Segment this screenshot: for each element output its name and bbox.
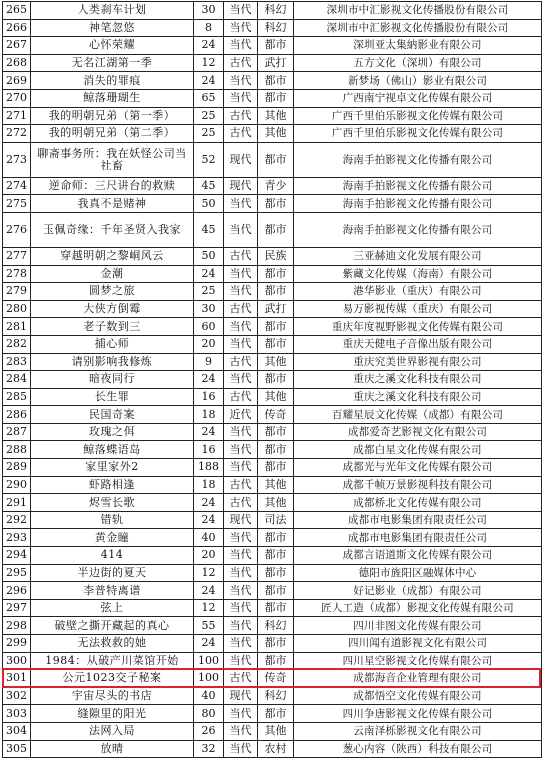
drama-title: 圆梦之旅 xyxy=(31,283,194,301)
era-cell: 当代 xyxy=(224,423,258,441)
genre-cell: 其他 xyxy=(258,353,294,371)
genre-cell: 都市 xyxy=(258,371,294,389)
row-number: 285 xyxy=(3,388,31,406)
drama-title: 鲸落珊瑚生 xyxy=(31,89,194,107)
episode-count: 24 xyxy=(194,582,224,600)
drama-title: 玫瑰之佴 xyxy=(31,423,194,441)
drama-title: 捕心师 xyxy=(31,335,194,353)
table-row xyxy=(3,423,542,441)
table-row xyxy=(3,353,542,371)
table-row xyxy=(3,371,542,389)
era-cell: 当代 xyxy=(224,212,258,247)
row-number: 277 xyxy=(3,247,31,265)
row-number: 276 xyxy=(3,212,31,247)
drama-registry-table xyxy=(2,1,542,758)
drama-title: 暗夜同行 xyxy=(31,371,194,389)
episode-count: 20 xyxy=(194,335,224,353)
episode-count: 65 xyxy=(194,89,224,107)
genre-cell: 都市 xyxy=(258,195,294,213)
genre-cell: 其他 xyxy=(258,125,294,143)
genre-cell: 都市 xyxy=(258,635,294,653)
drama-title: 玉佩奇缘：千年圣贤入我家 xyxy=(31,212,194,247)
drama-title: 神笔忽悠 xyxy=(31,19,194,37)
era-cell: 古代 xyxy=(224,494,258,512)
episode-count: 24 xyxy=(194,37,224,55)
row-number: 266 xyxy=(3,19,31,37)
era-cell: 古代 xyxy=(224,107,258,125)
drama-title: 无法救救的她 xyxy=(31,635,194,653)
drama-title: 我的明朝兄弟（第二季） xyxy=(31,125,194,143)
drama-title: 公元1023交子秘案 xyxy=(31,670,194,688)
table-row xyxy=(3,670,542,688)
drama-title: 虾路相逢 xyxy=(31,476,194,494)
drama-title: 人类刹车计划 xyxy=(31,2,194,20)
table-row xyxy=(3,107,542,125)
drama-title: 1984：从破产川菜馆开始 xyxy=(31,652,194,670)
era-cell: 当代 xyxy=(224,19,258,37)
era-cell: 古代 xyxy=(224,54,258,72)
era-cell: 近代 xyxy=(224,406,258,424)
row-number: 289 xyxy=(3,459,31,477)
drama-title: 错轨 xyxy=(31,511,194,529)
episode-count: 12 xyxy=(194,599,224,617)
era-cell: 当代 xyxy=(224,2,258,20)
drama-title: 我真不是赌神 xyxy=(31,195,194,213)
era-cell: 当代 xyxy=(224,441,258,459)
episode-count: 20 xyxy=(194,547,224,565)
drama-title: 鲸落蝶语岛 xyxy=(31,441,194,459)
drama-title: 家里家外2 xyxy=(31,459,194,477)
drama-title: 放晴 xyxy=(31,740,194,758)
era-cell: 古代 xyxy=(224,670,258,688)
episode-count: 40 xyxy=(194,529,224,547)
company-name: 成都桥北文化传媒有限公司 xyxy=(294,494,542,512)
era-cell: 古代 xyxy=(224,388,258,406)
era-cell: 当代 xyxy=(224,37,258,55)
table-row xyxy=(3,72,542,90)
episode-count: 24 xyxy=(194,72,224,90)
company-name: 四川星空影视文化传媒有限公司 xyxy=(294,652,542,670)
company-name: 成都光与光年文化传媒有限公司 xyxy=(294,459,542,477)
drama-title: 穿越明朝之黎峒风云 xyxy=(31,247,194,265)
company-name: 云南泽栎影视文化有限公司 xyxy=(294,722,542,740)
episode-count: 25 xyxy=(194,125,224,143)
row-number: 297 xyxy=(3,599,31,617)
company-name: 成都爱奇艺影视文化有限公司 xyxy=(294,423,542,441)
table-row xyxy=(3,125,542,143)
row-number: 300 xyxy=(3,652,31,670)
episode-count: 100 xyxy=(194,670,224,688)
drama-title: 民国奇案 xyxy=(31,406,194,424)
row-number: 290 xyxy=(3,476,31,494)
company-name: 广西千里伯乐影视文化传媒有限公司 xyxy=(294,107,542,125)
genre-cell: 都市 xyxy=(258,37,294,55)
table-row xyxy=(3,599,542,617)
row-number: 284 xyxy=(3,371,31,389)
genre-cell: 其他 xyxy=(258,494,294,512)
genre-cell: 都市 xyxy=(258,142,294,177)
company-name: 海南手拍影视文化传播有限公司 xyxy=(294,195,542,213)
table-row xyxy=(3,582,542,600)
table-row xyxy=(3,441,542,459)
company-name: 紫藏文化传媒（海南）有限公司 xyxy=(294,265,542,283)
genre-cell: 其他 xyxy=(258,107,294,125)
episode-count: 52 xyxy=(194,142,224,177)
table-row xyxy=(3,142,542,177)
genre-cell: 都市 xyxy=(258,582,294,600)
era-cell: 当代 xyxy=(224,582,258,600)
genre-cell: 都市 xyxy=(258,72,294,90)
episode-count: 18 xyxy=(194,406,224,424)
episode-count: 16 xyxy=(194,441,224,459)
table-row xyxy=(3,635,542,653)
drama-title: 宇宙尽头的书店 xyxy=(31,687,194,705)
episode-count: 50 xyxy=(194,247,224,265)
era-cell: 当代 xyxy=(224,265,258,283)
episode-count: 30 xyxy=(194,300,224,318)
drama-title: 414 xyxy=(31,547,194,565)
table-row xyxy=(3,494,542,512)
company-name: 易万影视传媒（重庆）有限公司 xyxy=(294,300,542,318)
company-name: 葱心内容（陕西）科技有限公司 xyxy=(294,740,542,758)
genre-cell: 司法 xyxy=(258,511,294,529)
genre-cell: 科幻 xyxy=(258,2,294,20)
episode-count: 24 xyxy=(194,635,224,653)
drama-title: 我的明朝兄弟（第一季） xyxy=(31,107,194,125)
company-name: 百耀星辰文化传媒（成都）有限公司 xyxy=(294,406,542,424)
genre-cell: 武打 xyxy=(258,300,294,318)
era-cell: 现代 xyxy=(224,511,258,529)
genre-cell: 都市 xyxy=(258,423,294,441)
episode-count: 18 xyxy=(194,476,224,494)
row-number: 271 xyxy=(3,107,31,125)
row-number: 295 xyxy=(3,564,31,582)
genre-cell: 传奇 xyxy=(258,670,294,688)
episode-count: 45 xyxy=(194,212,224,247)
genre-cell: 传奇 xyxy=(258,406,294,424)
episode-count: 188 xyxy=(194,459,224,477)
table-row xyxy=(3,335,542,353)
era-cell: 当代 xyxy=(224,564,258,582)
company-name: 广西南宁视卓文化传媒有限公司 xyxy=(294,89,542,107)
table-row xyxy=(3,89,542,107)
era-cell: 当代 xyxy=(224,740,258,758)
table-row xyxy=(3,547,542,565)
era-cell: 古代 xyxy=(224,353,258,371)
genre-cell: 都市 xyxy=(258,547,294,565)
company-name: 重庆之溪文化科技有限公司 xyxy=(294,371,542,389)
genre-cell: 都市 xyxy=(258,265,294,283)
table-row xyxy=(3,195,542,213)
drama-title: 黄金瞳 xyxy=(31,529,194,547)
drama-title: 缝隙里的阳光 xyxy=(31,705,194,723)
genre-cell: 农村 xyxy=(258,740,294,758)
episode-count: 100 xyxy=(194,652,224,670)
company-name: 港华影业（重庆）有限公司 xyxy=(294,283,542,301)
row-number: 268 xyxy=(3,54,31,72)
table-row xyxy=(3,19,542,37)
episode-count: 24 xyxy=(194,494,224,512)
genre-cell: 都市 xyxy=(258,441,294,459)
drama-title: 请别影响我修炼 xyxy=(31,353,194,371)
genre-cell: 武打 xyxy=(258,54,294,72)
company-name: 成都千帧万景影视科技有限公司 xyxy=(294,476,542,494)
table-row xyxy=(3,265,542,283)
episode-count: 9 xyxy=(194,353,224,371)
row-number: 270 xyxy=(3,89,31,107)
episode-count: 8 xyxy=(194,19,224,37)
company-name: 三亚赫迪文化发展有限公司 xyxy=(294,247,542,265)
drama-title: 半边街的夏天 xyxy=(31,564,194,582)
era-cell: 现代 xyxy=(224,142,258,177)
company-name: 成都悟空文化传媒有限公司 xyxy=(294,687,542,705)
genre-cell: 都市 xyxy=(258,318,294,336)
company-name: 深圳市中汇影视文化传播股份有限公司 xyxy=(294,2,542,20)
genre-cell: 科幻 xyxy=(258,19,294,37)
company-name: 重庆究美世界影视有限公司 xyxy=(294,353,542,371)
genre-cell: 都市 xyxy=(258,529,294,547)
drama-title: 逆命师：三尺讲台的救赎 xyxy=(31,177,194,195)
episode-count: 12 xyxy=(194,54,224,72)
company-name: 新梦场（佛山）影业有限公司 xyxy=(294,72,542,90)
company-name: 成都海音企业管理有限公司 xyxy=(294,670,542,688)
row-number: 269 xyxy=(3,72,31,90)
drama-title: 弦上 xyxy=(31,599,194,617)
era-cell: 当代 xyxy=(224,195,258,213)
row-number: 280 xyxy=(3,300,31,318)
table-row xyxy=(3,705,542,723)
episode-count: 80 xyxy=(194,705,224,723)
table-row xyxy=(3,687,542,705)
episode-count: 12 xyxy=(194,564,224,582)
table-body xyxy=(3,2,542,758)
row-number: 288 xyxy=(3,441,31,459)
row-number: 292 xyxy=(3,511,31,529)
era-cell: 古代 xyxy=(224,300,258,318)
row-number: 304 xyxy=(3,722,31,740)
genre-cell: 都市 xyxy=(258,652,294,670)
table-row xyxy=(3,722,542,740)
episode-count: 16 xyxy=(194,388,224,406)
row-number: 298 xyxy=(3,617,31,635)
table-row xyxy=(3,54,542,72)
era-cell: 当代 xyxy=(224,89,258,107)
company-name: 成都市电影集团有限责任公司 xyxy=(294,511,542,529)
company-name: 深圳亚太集納影业有限公司 xyxy=(294,37,542,55)
episode-count: 60 xyxy=(194,318,224,336)
table-row xyxy=(3,318,542,336)
episode-count: 55 xyxy=(194,617,224,635)
row-number: 291 xyxy=(3,494,31,512)
era-cell: 古代 xyxy=(224,476,258,494)
table-row xyxy=(3,564,542,582)
company-name: 海南手拍影视文化传播有限公司 xyxy=(294,142,542,177)
genre-cell: 都市 xyxy=(258,599,294,617)
company-name: 成都市电影集团有限责任公司 xyxy=(294,529,542,547)
company-name: 重庆年度视野影视文化传媒有限公司 xyxy=(294,318,542,336)
era-cell: 当代 xyxy=(224,459,258,477)
drama-title: 老子数到三 xyxy=(31,318,194,336)
table-row xyxy=(3,177,542,195)
row-number: 286 xyxy=(3,406,31,424)
row-number: 293 xyxy=(3,529,31,547)
company-name: 海南手拍影视文化传播有限公司 xyxy=(294,177,542,195)
era-cell: 当代 xyxy=(224,705,258,723)
row-number: 267 xyxy=(3,37,31,55)
row-number: 301 xyxy=(3,670,31,688)
genre-cell: 其他 xyxy=(258,388,294,406)
genre-cell: 科幻 xyxy=(258,687,294,705)
genre-cell: 民族 xyxy=(258,247,294,265)
company-name: 海南手拍影视文化传播有限公司 xyxy=(294,212,542,247)
row-number: 274 xyxy=(3,177,31,195)
genre-cell: 都市 xyxy=(258,705,294,723)
table-row xyxy=(3,247,542,265)
episode-count: 45 xyxy=(194,177,224,195)
episode-count: 26 xyxy=(194,722,224,740)
era-cell: 当代 xyxy=(224,635,258,653)
drama-title: 金潮 xyxy=(31,265,194,283)
row-number: 294 xyxy=(3,547,31,565)
table-row xyxy=(3,652,542,670)
genre-cell: 都市 xyxy=(258,564,294,582)
row-number: 265 xyxy=(3,2,31,20)
row-number: 296 xyxy=(3,582,31,600)
row-number: 283 xyxy=(3,353,31,371)
episode-count: 24 xyxy=(194,511,224,529)
era-cell: 当代 xyxy=(224,599,258,617)
table-row xyxy=(3,617,542,635)
episode-count: 24 xyxy=(194,265,224,283)
drama-title: 大侠方倒霉 xyxy=(31,300,194,318)
row-number: 272 xyxy=(3,125,31,143)
genre-cell: 都市 xyxy=(258,212,294,247)
row-number: 282 xyxy=(3,335,31,353)
era-cell: 当代 xyxy=(224,617,258,635)
genre-cell: 科幻 xyxy=(258,617,294,635)
drama-title: 心怀荣耀 xyxy=(31,37,194,55)
era-cell: 当代 xyxy=(224,335,258,353)
era-cell: 当代 xyxy=(224,371,258,389)
era-cell: 当代 xyxy=(224,547,258,565)
episode-count: 25 xyxy=(194,283,224,301)
drama-title: 李普特离谱 xyxy=(31,582,194,600)
table-row xyxy=(3,388,542,406)
era-cell: 当代 xyxy=(224,722,258,740)
episode-count: 40 xyxy=(194,687,224,705)
genre-cell: 都市 xyxy=(258,459,294,477)
company-name: 深圳市中汇影视文化传播股份有限公司 xyxy=(294,19,542,37)
row-number: 279 xyxy=(3,283,31,301)
episode-count: 24 xyxy=(194,371,224,389)
genre-cell: 青少 xyxy=(258,177,294,195)
table-row xyxy=(3,2,542,20)
row-number: 305 xyxy=(3,740,31,758)
table-row xyxy=(3,476,542,494)
era-cell: 当代 xyxy=(224,283,258,301)
table-row xyxy=(3,529,542,547)
genre-cell: 都市 xyxy=(258,283,294,301)
company-name: 五方文化（深圳）有限公司 xyxy=(294,54,542,72)
table-row xyxy=(3,212,542,247)
row-number: 273 xyxy=(3,142,31,177)
table-row xyxy=(3,511,542,529)
company-name: 成都言语道斯文化传媒有限公司 xyxy=(294,547,542,565)
company-name: 四川闻有道影视文化有限公司 xyxy=(294,635,542,653)
company-name: 重庆之溪文化科技有限公司 xyxy=(294,388,542,406)
row-number: 278 xyxy=(3,265,31,283)
drama-title: 法网入局 xyxy=(31,722,194,740)
episode-count: 30 xyxy=(194,2,224,20)
episode-count: 25 xyxy=(194,107,224,125)
episode-count: 24 xyxy=(194,423,224,441)
company-name: 德阳市旌阳区融媒体中心 xyxy=(294,564,542,582)
drama-title: 烬雪长歌 xyxy=(31,494,194,512)
company-name: 成都白星文化传媒有限公司 xyxy=(294,441,542,459)
table-row xyxy=(3,37,542,55)
drama-title: 消失的罪痕 xyxy=(31,72,194,90)
row-number: 281 xyxy=(3,318,31,336)
era-cell: 当代 xyxy=(224,72,258,90)
genre-cell: 其他 xyxy=(258,476,294,494)
genre-cell: 都市 xyxy=(258,89,294,107)
company-name: 四川争唐影视文化传媒有限公司 xyxy=(294,705,542,723)
era-cell: 古代 xyxy=(224,125,258,143)
table-row xyxy=(3,459,542,477)
episode-count: 32 xyxy=(194,740,224,758)
row-number: 275 xyxy=(3,195,31,213)
drama-title: 聊斋事务所：我在妖怪公司当社畜 xyxy=(31,142,194,177)
company-name: 好记影业（成都）有限公司 xyxy=(294,582,542,600)
row-number: 302 xyxy=(3,687,31,705)
row-number: 287 xyxy=(3,423,31,441)
company-name: 四川非图文化传媒有限公司 xyxy=(294,617,542,635)
era-cell: 当代 xyxy=(224,652,258,670)
genre-cell: 都市 xyxy=(258,335,294,353)
row-number: 303 xyxy=(3,705,31,723)
episode-count: 50 xyxy=(194,195,224,213)
era-cell: 现代 xyxy=(224,687,258,705)
table-row xyxy=(3,300,542,318)
company-name: 广西千里伯乐影视文化传媒有限公司 xyxy=(294,125,542,143)
table-row xyxy=(3,283,542,301)
drama-title: 长生罪 xyxy=(31,388,194,406)
company-name: 重庆天健电子音像出版有限公司 xyxy=(294,335,542,353)
genre-cell: 其他 xyxy=(258,722,294,740)
era-cell: 当代 xyxy=(224,529,258,547)
drama-title: 破壁之撕开藏起的真心 xyxy=(31,617,194,635)
era-cell: 当代 xyxy=(224,318,258,336)
table-row xyxy=(3,406,542,424)
drama-title: 无名江湖第一季 xyxy=(31,54,194,72)
row-number: 299 xyxy=(3,635,31,653)
era-cell: 古代 xyxy=(224,247,258,265)
table-row xyxy=(3,740,542,758)
company-name: 匠人工造（成都）影视文化传媒有限公司 xyxy=(294,599,542,617)
era-cell: 现代 xyxy=(224,177,258,195)
